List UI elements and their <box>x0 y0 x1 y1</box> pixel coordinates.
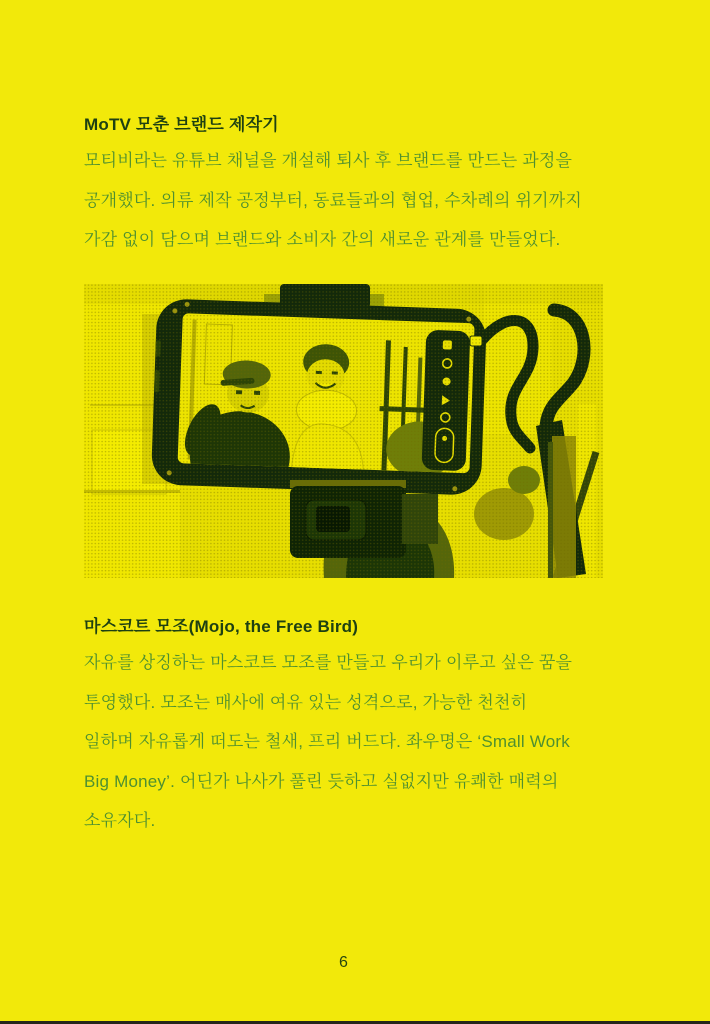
body-line: 소유자다. <box>84 811 156 830</box>
body-line: Big Money’. 어딘가 나사가 풀린 듯하고 실없지만 유쾌한 매력의 <box>84 771 559 791</box>
page-number: 6 <box>339 954 348 971</box>
body-line: 일하며 자유롭게 떠도는 철새, 프리 버드다. 좌우명은 ‘Small Work <box>84 732 570 751</box>
section-2-paragraph <box>84 652 614 850</box>
body-line: 자유를 상징하는 마스코트 모조를 만들고 우리가 이루고 싶은 꿈을 <box>84 653 573 672</box>
body-line: 투영했다. 모조는 매사에 여유 있는 성격으로, 가능한 천천히 <box>84 692 528 712</box>
body-line: 공개했다. 의류 제작 공정부터, 동료들과의 협업, 수차례의 위기까지 <box>84 190 583 210</box>
photo-motv-filming <box>84 284 603 578</box>
body-line: 가감 없이 담으며 브랜드와 소비자 간의 새로운 관계를 만들었다. <box>84 230 561 249</box>
section-1-paragraph <box>84 150 614 269</box>
body-line: 모티비라는 유튜브 채널을 개설해 퇴사 후 브랜드를 만드는 과정을 <box>84 151 573 170</box>
photo-illustration <box>84 284 603 578</box>
section-1-heading: MoTV 모춘 브랜드 제작기 <box>84 115 279 134</box>
section-2-heading: 마스코트 모조(Mojo, the Free Bird) <box>84 617 359 636</box>
